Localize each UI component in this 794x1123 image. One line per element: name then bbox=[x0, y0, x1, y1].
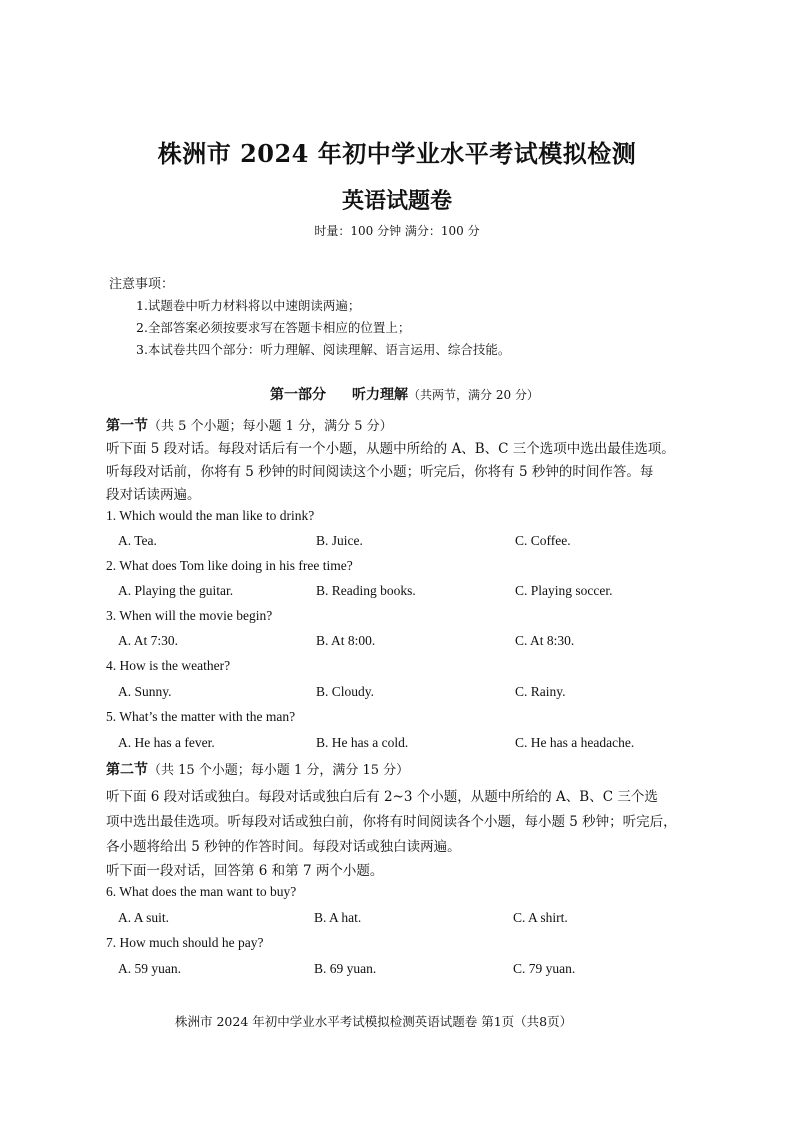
question: 5. What’s the matter with the man? bbox=[106, 709, 296, 724]
option-c: C. Playing soccer. bbox=[515, 583, 613, 598]
option-b: B. A hat. bbox=[314, 910, 362, 925]
question: 4. How is the weather? bbox=[106, 658, 231, 673]
option-c: C. A shirt. bbox=[513, 910, 568, 925]
instruction-line: 听下面 5 段对话。每段对话后有一个小题，从题中所给的 A、B、C 三个选项中选出最佳选项。 bbox=[106, 441, 675, 457]
option-c: C. At 8:30. bbox=[515, 633, 575, 648]
option-b: B. He has a cold. bbox=[316, 735, 409, 750]
part-name: 听力理解 bbox=[352, 387, 408, 403]
time-info: 时量：100 分钟 满分：100 分 bbox=[314, 224, 480, 238]
instruction-lead: 听下面一段对话，回答第 6 和第 7 两个小题。 bbox=[106, 863, 384, 879]
question: 6. What does the man want to buy? bbox=[106, 884, 297, 899]
instruction-line: 项中选出最佳选项。听每段对话或独白前，你将有时间阅读各个小题，每小题 5 秒钟；听完后， bbox=[106, 814, 677, 830]
question: 3. When will the movie begin? bbox=[106, 608, 273, 623]
question: 2. What does Tom like doing in his free time? bbox=[106, 558, 353, 573]
option-c: C. Rainy. bbox=[515, 684, 566, 699]
option-a: A. He has a fever. bbox=[118, 735, 215, 750]
option-a: A. Tea. bbox=[118, 533, 157, 548]
option-c: C. He has a headache. bbox=[515, 735, 635, 750]
note-item: 2.全部答案必须按要求写在答题卡相应的位置上； bbox=[136, 320, 411, 335]
note-item: 3.本试卷共四个部分：听力理解、阅读理解、语言运用、综合技能。 bbox=[136, 342, 511, 357]
section-label: 第一节 bbox=[106, 418, 148, 434]
section-heading bbox=[106, 759, 409, 779]
option-a: A. Playing the guitar. bbox=[118, 583, 234, 598]
option-b: B. Reading books. bbox=[316, 583, 416, 598]
part-label: 第一部分 bbox=[270, 387, 326, 403]
option-a: A. 59 yuan. bbox=[118, 961, 181, 976]
instruction-line: 听每段对话前，你将有 5 秒钟的时间阅读这个小题；听完后，你将有 5 秒钟的时间作答。每 bbox=[106, 464, 654, 480]
option-b: B. Cloudy. bbox=[316, 684, 375, 699]
notes-heading: 注意事项： bbox=[109, 277, 175, 292]
option-b: B. Juice. bbox=[316, 533, 363, 548]
page-title: 株洲市 2024 年初中学业水平考试模拟检测 bbox=[157, 139, 637, 168]
option-a: A. At 7:30. bbox=[118, 633, 179, 648]
instruction-line: 段对话读两遍。 bbox=[106, 487, 201, 503]
note-item: 1.试题卷中听力材料将以中速朗读两遍； bbox=[136, 298, 361, 313]
question: 7. How much should he pay? bbox=[106, 935, 264, 950]
section-detail: （共 5 个小题；每小题 1 分，满分 5 分） bbox=[148, 419, 393, 434]
instruction-line: 听下面 6 段对话或独白。每段对话或独白后有 2~3 个小题，从题中所给的 A、B、C 三个选 bbox=[106, 789, 658, 805]
part-heading bbox=[270, 384, 539, 404]
part-detail: （共两节，满分 20 分） bbox=[408, 388, 539, 402]
section-heading bbox=[106, 415, 393, 435]
section-label: 第二节 bbox=[106, 762, 148, 778]
option-b: B. 69 yuan. bbox=[314, 961, 377, 976]
option-a: A. A suit. bbox=[118, 910, 170, 925]
question: 1. Which would the man like to drink? bbox=[106, 508, 315, 523]
option-c: C. 79 yuan. bbox=[513, 961, 576, 976]
option-a: A. Sunny. bbox=[118, 684, 172, 699]
page-footer: 株洲市 2024 年初中学业水平考试模拟检测英语试题卷 第1页（共8页） bbox=[175, 1014, 573, 1029]
instruction-line: 各小题将给出 5 秒钟的作答时间。每段对话或独白读两遍。 bbox=[106, 839, 461, 855]
section-detail: （共 15 个小题；每小题 1 分，满分 15 分） bbox=[148, 763, 410, 778]
option-c: C. Coffee. bbox=[515, 533, 571, 548]
option-b: B. At 8:00. bbox=[316, 633, 376, 648]
page-subtitle: 英语试题卷 bbox=[341, 188, 452, 214]
